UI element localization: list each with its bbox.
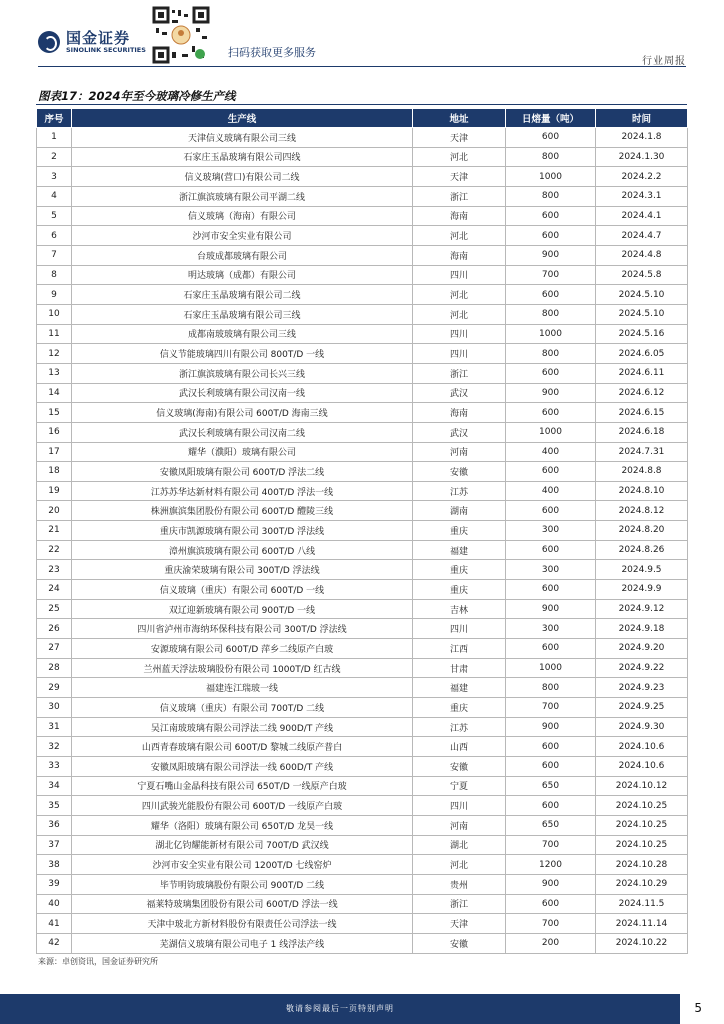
cell-daily-capacity: 900 bbox=[506, 874, 596, 894]
cell-index: 10 bbox=[37, 304, 72, 324]
cell-location: 海南 bbox=[413, 245, 506, 265]
cell-index: 21 bbox=[37, 521, 72, 541]
header-production-line: 生产线 bbox=[72, 109, 413, 128]
cell-date: 2024.9.20 bbox=[596, 639, 688, 659]
cell-daily-capacity: 900 bbox=[506, 245, 596, 265]
table-row bbox=[37, 363, 688, 383]
table-row bbox=[37, 717, 688, 737]
cell-production-line: 山西青春玻璃有限公司 600T/D 黎城二线原产普白 bbox=[72, 737, 413, 757]
cell-location: 江苏 bbox=[413, 717, 506, 737]
cell-daily-capacity: 1000 bbox=[506, 324, 596, 344]
cell-date: 2024.9.25 bbox=[596, 698, 688, 718]
cell-index: 25 bbox=[37, 599, 72, 619]
cell-index: 31 bbox=[37, 717, 72, 737]
cell-production-line: 江苏苏华达新材料有限公司 400T/D 浮法一线 bbox=[72, 481, 413, 501]
cell-daily-capacity: 650 bbox=[506, 815, 596, 835]
cell-location: 贵州 bbox=[413, 874, 506, 894]
table-row bbox=[37, 540, 688, 560]
cell-production-line: 信义玻璃（重庆）有限公司 700T/D 二线 bbox=[72, 698, 413, 718]
cell-index: 6 bbox=[37, 226, 72, 246]
cell-index: 5 bbox=[37, 206, 72, 226]
cell-production-line: 芜湖信义玻璃有限公司电子 1 线浮法产线 bbox=[72, 933, 413, 953]
cell-index: 17 bbox=[37, 442, 72, 462]
cell-location: 河南 bbox=[413, 815, 506, 835]
table-row bbox=[37, 442, 688, 462]
brand-logo bbox=[38, 30, 146, 54]
cell-location: 河南 bbox=[413, 442, 506, 462]
cell-daily-capacity: 800 bbox=[506, 147, 596, 167]
cell-index: 22 bbox=[37, 540, 72, 560]
table-row bbox=[37, 245, 688, 265]
cell-date: 2024.10.25 bbox=[596, 815, 688, 835]
cell-location: 湖南 bbox=[413, 501, 506, 521]
cell-date: 2024.7.31 bbox=[596, 442, 688, 462]
header-location: 地址 bbox=[413, 109, 506, 128]
table-row bbox=[37, 147, 688, 167]
cell-location: 山西 bbox=[413, 737, 506, 757]
cell-daily-capacity: 700 bbox=[506, 835, 596, 855]
cell-index: 20 bbox=[37, 501, 72, 521]
table-row bbox=[37, 403, 688, 423]
cell-production-line: 株洲旗滨集团股份有限公司 600T/D 醴陵三线 bbox=[72, 501, 413, 521]
cell-daily-capacity: 600 bbox=[506, 226, 596, 246]
cell-daily-capacity: 600 bbox=[506, 639, 596, 659]
page-number: 5 bbox=[694, 1001, 702, 1015]
cell-production-line: 石家庄玉晶玻璃有限公司四线 bbox=[72, 147, 413, 167]
cell-production-line: 武汉长利玻璃有限公司汉南二线 bbox=[72, 422, 413, 442]
cell-daily-capacity: 600 bbox=[506, 501, 596, 521]
figure-title: 图表17：2024年至今玻璃冷修生产线 bbox=[38, 89, 236, 103]
cell-date: 2024.4.8 bbox=[596, 245, 688, 265]
cell-index: 3 bbox=[37, 167, 72, 187]
cell-index: 37 bbox=[37, 835, 72, 855]
cell-daily-capacity: 600 bbox=[506, 403, 596, 423]
cell-location: 天津 bbox=[413, 128, 506, 148]
cell-daily-capacity: 900 bbox=[506, 599, 596, 619]
cell-location: 福建 bbox=[413, 678, 506, 698]
cell-date: 2024.5.8 bbox=[596, 265, 688, 285]
cell-index: 42 bbox=[37, 933, 72, 953]
brand-logo-mark bbox=[38, 31, 60, 53]
cell-date: 2024.1.8 bbox=[596, 128, 688, 148]
table-row bbox=[37, 619, 688, 639]
table-row bbox=[37, 324, 688, 344]
cell-production-line: 成都南玻玻璃有限公司三线 bbox=[72, 324, 413, 344]
table-row bbox=[37, 757, 688, 777]
source-note: 来源：卓创资讯，国金证券研究所 bbox=[38, 957, 158, 966]
cell-daily-capacity: 600 bbox=[506, 462, 596, 482]
cell-production-line: 重庆市凯源玻璃有限公司 300T/D 浮法线 bbox=[72, 521, 413, 541]
cell-date: 2024.10.25 bbox=[596, 835, 688, 855]
cell-daily-capacity: 300 bbox=[506, 560, 596, 580]
cell-daily-capacity: 1000 bbox=[506, 422, 596, 442]
cell-daily-capacity: 900 bbox=[506, 717, 596, 737]
cell-location: 武汉 bbox=[413, 383, 506, 403]
cell-daily-capacity: 600 bbox=[506, 796, 596, 816]
figure-title-divider bbox=[36, 104, 687, 105]
cell-date: 2024.9.12 bbox=[596, 599, 688, 619]
table-row bbox=[37, 599, 688, 619]
cold-repair-lines-table bbox=[36, 108, 688, 954]
cell-daily-capacity: 700 bbox=[506, 914, 596, 934]
cell-production-line: 石家庄玉晶玻璃有限公司二线 bbox=[72, 285, 413, 305]
cell-production-line: 沙河市安全实业有限公司 1200T/D 七线窑炉 bbox=[72, 855, 413, 875]
table-row bbox=[37, 914, 688, 934]
cell-location: 重庆 bbox=[413, 698, 506, 718]
cell-date: 2024.10.6 bbox=[596, 757, 688, 777]
cell-location: 宁夏 bbox=[413, 776, 506, 796]
cell-location: 四川 bbox=[413, 796, 506, 816]
table-row bbox=[37, 815, 688, 835]
cell-index: 9 bbox=[37, 285, 72, 305]
cell-date: 2024.8.8 bbox=[596, 462, 688, 482]
table-row bbox=[37, 737, 688, 757]
cell-daily-capacity: 900 bbox=[506, 383, 596, 403]
table-row bbox=[37, 521, 688, 541]
cell-daily-capacity: 650 bbox=[506, 776, 596, 796]
cell-daily-capacity: 400 bbox=[506, 481, 596, 501]
table-row bbox=[37, 186, 688, 206]
brand-name-en: SINOLINK SECURITIES bbox=[66, 46, 146, 54]
header-date: 时间 bbox=[596, 109, 688, 128]
cell-index: 36 bbox=[37, 815, 72, 835]
table-row bbox=[37, 462, 688, 482]
cell-index: 7 bbox=[37, 245, 72, 265]
table-header-row bbox=[37, 109, 688, 128]
cell-location: 湖北 bbox=[413, 835, 506, 855]
cell-date: 2024.4.7 bbox=[596, 226, 688, 246]
table-row bbox=[37, 776, 688, 796]
cell-daily-capacity: 200 bbox=[506, 933, 596, 953]
cell-date: 2024.9.23 bbox=[596, 678, 688, 698]
cell-date: 2024.8.20 bbox=[596, 521, 688, 541]
table-row bbox=[37, 639, 688, 659]
cell-index: 28 bbox=[37, 658, 72, 678]
cell-location: 武汉 bbox=[413, 422, 506, 442]
cell-production-line: 吴江南玻玻璃有限公司浮法二线 900D/T 产线 bbox=[72, 717, 413, 737]
cell-date: 2024.10.12 bbox=[596, 776, 688, 796]
cell-index: 29 bbox=[37, 678, 72, 698]
cell-location: 海南 bbox=[413, 206, 506, 226]
cell-production-line: 宁夏石嘴山金晶科技有限公司 650T/D 一线原产白玻 bbox=[72, 776, 413, 796]
cell-index: 30 bbox=[37, 698, 72, 718]
cell-date: 2024.8.26 bbox=[596, 540, 688, 560]
cell-index: 33 bbox=[37, 757, 72, 777]
cell-production-line: 安徽凤阳玻璃有限公司浮法一线 600D/T 产线 bbox=[72, 757, 413, 777]
cell-index: 4 bbox=[37, 186, 72, 206]
table-body bbox=[37, 128, 688, 954]
cell-date: 2024.10.22 bbox=[596, 933, 688, 953]
cell-date: 2024.10.6 bbox=[596, 737, 688, 757]
cell-date: 2024.11.14 bbox=[596, 914, 688, 934]
cell-date: 2024.9.30 bbox=[596, 717, 688, 737]
cell-date: 2024.10.25 bbox=[596, 796, 688, 816]
cell-index: 26 bbox=[37, 619, 72, 639]
table-row bbox=[37, 265, 688, 285]
cell-production-line: 四川武骏光能股份有限公司 600T/D 一线原产白玻 bbox=[72, 796, 413, 816]
cell-location: 四川 bbox=[413, 265, 506, 285]
cell-production-line: 毕节明钧玻璃股份有限公司 900T/D 二线 bbox=[72, 874, 413, 894]
cell-date: 2024.9.22 bbox=[596, 658, 688, 678]
cell-date: 2024.1.30 bbox=[596, 147, 688, 167]
cell-index: 8 bbox=[37, 265, 72, 285]
cell-location: 福建 bbox=[413, 540, 506, 560]
cell-production-line: 明达玻璃（成都）有限公司 bbox=[72, 265, 413, 285]
cell-index: 16 bbox=[37, 422, 72, 442]
cell-production-line: 台玻成都玻璃有限公司 bbox=[72, 245, 413, 265]
cell-index: 24 bbox=[37, 580, 72, 600]
footer-disclaimer: 敬请参阅最后一页特别声明 bbox=[286, 1004, 394, 1013]
cell-date: 2024.9.18 bbox=[596, 619, 688, 639]
cell-daily-capacity: 700 bbox=[506, 265, 596, 285]
cell-production-line: 四川省泸州市海纳环保科技有限公司 300T/D 浮法线 bbox=[72, 619, 413, 639]
cell-production-line: 武汉长利玻璃有限公司汉南一线 bbox=[72, 383, 413, 403]
cell-location: 天津 bbox=[413, 167, 506, 187]
cell-date: 2024.5.16 bbox=[596, 324, 688, 344]
cell-daily-capacity: 700 bbox=[506, 698, 596, 718]
cell-location: 江西 bbox=[413, 639, 506, 659]
qr-code-icon[interactable] bbox=[152, 6, 210, 64]
cell-index: 27 bbox=[37, 639, 72, 659]
cell-date: 2024.11.5 bbox=[596, 894, 688, 914]
cell-production-line: 漳州旗滨玻璃有限公司 600T/D 八线 bbox=[72, 540, 413, 560]
cell-daily-capacity: 400 bbox=[506, 442, 596, 462]
cell-date: 2024.6.18 bbox=[596, 422, 688, 442]
cell-daily-capacity: 600 bbox=[506, 206, 596, 226]
cell-index: 14 bbox=[37, 383, 72, 403]
cell-location: 浙江 bbox=[413, 894, 506, 914]
cell-date: 2024.6.12 bbox=[596, 383, 688, 403]
table-row bbox=[37, 226, 688, 246]
cell-date: 2024.5.10 bbox=[596, 285, 688, 305]
table-row bbox=[37, 383, 688, 403]
cell-daily-capacity: 800 bbox=[506, 344, 596, 364]
cell-location: 四川 bbox=[413, 324, 506, 344]
cell-index: 13 bbox=[37, 363, 72, 383]
cell-location: 重庆 bbox=[413, 580, 506, 600]
cell-location: 重庆 bbox=[413, 560, 506, 580]
cell-location: 浙江 bbox=[413, 363, 506, 383]
table-row bbox=[37, 678, 688, 698]
table-row bbox=[37, 933, 688, 953]
cell-date: 2024.6.15 bbox=[596, 403, 688, 423]
page-header bbox=[0, 0, 724, 68]
brand-name-cn: 国金证券 bbox=[66, 29, 131, 47]
cell-index: 1 bbox=[37, 128, 72, 148]
table-row bbox=[37, 874, 688, 894]
cell-daily-capacity: 300 bbox=[506, 619, 596, 639]
cell-date: 2024.5.10 bbox=[596, 304, 688, 324]
cell-date: 2024.8.12 bbox=[596, 501, 688, 521]
cell-location: 甘肃 bbox=[413, 658, 506, 678]
cell-index: 18 bbox=[37, 462, 72, 482]
cell-location: 安徽 bbox=[413, 933, 506, 953]
cell-production-line: 信义玻璃（重庆）有限公司 600T/D 一线 bbox=[72, 580, 413, 600]
cell-production-line: 天津中玻北方新材料股份有限责任公司浮法一线 bbox=[72, 914, 413, 934]
cell-production-line: 石家庄玉晶玻璃有限公司三线 bbox=[72, 304, 413, 324]
cell-location: 安徽 bbox=[413, 757, 506, 777]
cell-daily-capacity: 600 bbox=[506, 128, 596, 148]
cell-location: 重庆 bbox=[413, 521, 506, 541]
cell-daily-capacity: 600 bbox=[506, 737, 596, 757]
cell-production-line: 福莱特玻璃集团股份有限公司 600T/D 浮法一线 bbox=[72, 894, 413, 914]
cell-index: 12 bbox=[37, 344, 72, 364]
cell-daily-capacity: 800 bbox=[506, 678, 596, 698]
cell-production-line: 天津信义玻璃有限公司三线 bbox=[72, 128, 413, 148]
cell-production-line: 重庆渝荣玻璃有限公司 300T/D 浮法线 bbox=[72, 560, 413, 580]
cell-daily-capacity: 600 bbox=[506, 894, 596, 914]
cell-index: 32 bbox=[37, 737, 72, 757]
cell-index: 19 bbox=[37, 481, 72, 501]
table-row bbox=[37, 128, 688, 148]
cell-production-line: 信义玻璃(海南)有限公司 600T/D 海南三线 bbox=[72, 403, 413, 423]
table-row bbox=[37, 796, 688, 816]
header-index: 序号 bbox=[37, 109, 72, 128]
cell-production-line: 湖北亿钧耀能新材有限公司 700T/D 武汉线 bbox=[72, 835, 413, 855]
cell-daily-capacity: 600 bbox=[506, 540, 596, 560]
cell-production-line: 安源玻璃有限公司 600T/D 萍乡二线原产白玻 bbox=[72, 639, 413, 659]
cell-daily-capacity: 1200 bbox=[506, 855, 596, 875]
table-row bbox=[37, 560, 688, 580]
table-row bbox=[37, 481, 688, 501]
cell-date: 2024.6.11 bbox=[596, 363, 688, 383]
cell-production-line: 浙江旗滨玻璃有限公司平湖二线 bbox=[72, 186, 413, 206]
cell-date: 2024.9.9 bbox=[596, 580, 688, 600]
cell-daily-capacity: 1000 bbox=[506, 658, 596, 678]
cell-production-line: 沙河市安全实业有限公司 bbox=[72, 226, 413, 246]
report-type: 行业周报 bbox=[642, 56, 686, 67]
cell-date: 2024.9.5 bbox=[596, 560, 688, 580]
cell-date: 2024.3.1 bbox=[596, 186, 688, 206]
cell-index: 11 bbox=[37, 324, 72, 344]
cell-production-line: 安徽凤阳玻璃有限公司 600T/D 浮法二线 bbox=[72, 462, 413, 482]
cell-location: 河北 bbox=[413, 304, 506, 324]
cell-daily-capacity: 800 bbox=[506, 304, 596, 324]
cell-production-line: 信义节能玻璃四川有限公司 800T/D 一线 bbox=[72, 344, 413, 364]
cell-production-line: 福建连江瑞玻一线 bbox=[72, 678, 413, 698]
cell-location: 河北 bbox=[413, 285, 506, 305]
table-row bbox=[37, 501, 688, 521]
cell-production-line: 信义玻璃(营口)有限公司二线 bbox=[72, 167, 413, 187]
cell-production-line: 兰州蓝天浮法玻璃股份有限公司 1000T/D 红古线 bbox=[72, 658, 413, 678]
cell-location: 海南 bbox=[413, 403, 506, 423]
cell-index: 34 bbox=[37, 776, 72, 796]
cell-index: 39 bbox=[37, 874, 72, 894]
cell-date: 2024.10.28 bbox=[596, 855, 688, 875]
table-row bbox=[37, 835, 688, 855]
header-divider bbox=[38, 66, 686, 67]
table-row bbox=[37, 658, 688, 678]
cell-location: 河北 bbox=[413, 226, 506, 246]
cell-index: 40 bbox=[37, 894, 72, 914]
table-row bbox=[37, 167, 688, 187]
cell-location: 吉林 bbox=[413, 599, 506, 619]
table-row bbox=[37, 855, 688, 875]
cell-date: 2024.8.10 bbox=[596, 481, 688, 501]
cell-date: 2024.10.29 bbox=[596, 874, 688, 894]
cell-index: 2 bbox=[37, 147, 72, 167]
cell-location: 安徽 bbox=[413, 462, 506, 482]
cell-daily-capacity: 600 bbox=[506, 757, 596, 777]
cell-production-line: 浙江旗滨玻璃有限公司长兴三线 bbox=[72, 363, 413, 383]
cell-index: 35 bbox=[37, 796, 72, 816]
cell-date: 2024.2.2 bbox=[596, 167, 688, 187]
cell-index: 41 bbox=[37, 914, 72, 934]
cell-daily-capacity: 600 bbox=[506, 580, 596, 600]
table-row bbox=[37, 304, 688, 324]
cell-daily-capacity: 800 bbox=[506, 186, 596, 206]
cell-location: 江苏 bbox=[413, 481, 506, 501]
table-row bbox=[37, 698, 688, 718]
header-daily-capacity: 日熔量（吨） bbox=[506, 109, 596, 128]
cell-location: 浙江 bbox=[413, 186, 506, 206]
cell-production-line: 信义玻璃（海南）有限公司 bbox=[72, 206, 413, 226]
cell-location: 四川 bbox=[413, 619, 506, 639]
cell-location: 河北 bbox=[413, 855, 506, 875]
cell-daily-capacity: 600 bbox=[506, 363, 596, 383]
cell-daily-capacity: 300 bbox=[506, 521, 596, 541]
cell-location: 河北 bbox=[413, 147, 506, 167]
table-row bbox=[37, 422, 688, 442]
table-row bbox=[37, 285, 688, 305]
cell-index: 23 bbox=[37, 560, 72, 580]
table-row bbox=[37, 206, 688, 226]
cell-production-line: 双辽迎新玻璃有限公司 900T/D 一线 bbox=[72, 599, 413, 619]
cell-production-line: 耀华（濮阳）玻璃有限公司 bbox=[72, 442, 413, 462]
cell-date: 2024.6.05 bbox=[596, 344, 688, 364]
cell-location: 四川 bbox=[413, 344, 506, 364]
cell-daily-capacity: 1000 bbox=[506, 167, 596, 187]
cell-production-line: 耀华（洛阳）玻璃有限公司 650T/D 龙昊一线 bbox=[72, 815, 413, 835]
table-row bbox=[37, 580, 688, 600]
table-row bbox=[37, 894, 688, 914]
cell-daily-capacity: 600 bbox=[506, 285, 596, 305]
cell-date: 2024.4.1 bbox=[596, 206, 688, 226]
scan-prompt: 扫码获取更多服务 bbox=[228, 46, 316, 59]
cell-location: 天津 bbox=[413, 914, 506, 934]
cell-index: 38 bbox=[37, 855, 72, 875]
cell-index: 15 bbox=[37, 403, 72, 423]
table-row bbox=[37, 344, 688, 364]
